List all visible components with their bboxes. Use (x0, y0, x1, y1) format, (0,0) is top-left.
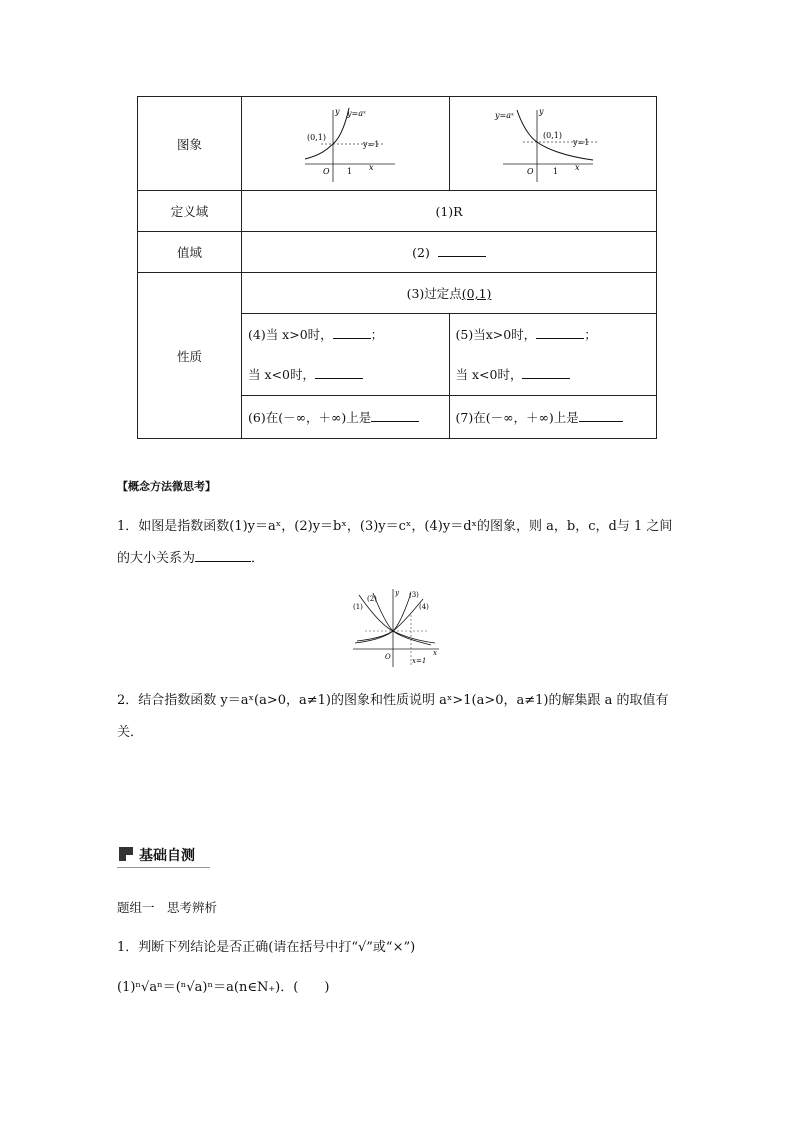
point-label: (0,1) (542, 130, 562, 140)
concept-q1-line2-wrap (117, 543, 682, 575)
group-q1: 1．判断下列结论是否正确(请在括号中打“√”或“×”) (117, 940, 416, 955)
prop7-text: (7)在(－∞，＋∞)上是 (455, 410, 579, 425)
origin-label: O (385, 653, 391, 661)
section-header (117, 845, 210, 868)
prop4-semicolon: ； (370, 326, 384, 342)
prop4-cell (242, 314, 450, 396)
concept-q1-line2: 的大小关系为 (117, 551, 196, 566)
prop6-blank (371, 409, 419, 422)
concept-q2-line1: 2．结合指数函数 y＝aˣ(a>0，a≠1)的图象和性质说明 aˣ>1(a>0，a≠1)的解集跟 a 的取值有 (117, 693, 669, 708)
graph-cell-a-less-1 (449, 97, 657, 191)
graph-a-less-1 (493, 104, 613, 184)
prop5-semicolon: ； (584, 326, 597, 342)
label-4: (4) (419, 603, 429, 611)
curve-label: y=aˣ (494, 110, 514, 120)
y-label: y (335, 106, 340, 116)
x-label: x (574, 162, 580, 172)
row-label-range: 值域 (138, 232, 242, 273)
prop4a-blank (333, 326, 371, 339)
exponential-comparison-figure (345, 585, 445, 669)
concept-q1-line1: 1．如图是指数函数(1)y＝aˣ，(2)y＝bˣ，(3)y＝cˣ，(4)y＝dˣ的图象，则 a，b，c，d与 1 之间 (117, 519, 673, 534)
range-blank (438, 244, 486, 257)
concept-q2 (117, 685, 682, 749)
concept-q1-end: ． (251, 551, 265, 566)
graph-a-greater-1 (285, 104, 405, 184)
prop6-text: (6)在(－∞，＋∞)上是 (248, 410, 372, 425)
line-label: y=1 (363, 139, 380, 149)
point-label: (0,1) (307, 132, 327, 142)
prop4b-text: 当 x<0时， (248, 366, 315, 382)
prop5b-blank (522, 366, 570, 379)
prop6-cell (242, 396, 450, 439)
concept-q2-line2: 关． (117, 725, 144, 740)
label-2: (2) (367, 595, 377, 603)
x1-label: x=1 (412, 657, 427, 665)
exponential-properties-table (137, 96, 657, 439)
prop7-blank (579, 409, 623, 422)
prop3-text: (3)过定点 (406, 286, 462, 301)
domain-value: (1)R (242, 191, 657, 232)
prop5a-text: (5)当x>0时， (455, 326, 537, 342)
prop4b-blank (315, 366, 363, 379)
prop4a-text: (4)当 x>0时， (248, 326, 333, 342)
y-label: y (538, 106, 544, 116)
concept-q1 (117, 511, 682, 575)
concept-heading: 【概念方法微思考】 (117, 480, 216, 493)
y-label: y (395, 589, 399, 597)
prop3-point: (0,1) (461, 286, 492, 301)
prop7-cell (449, 396, 657, 439)
origin-label: O (323, 166, 330, 176)
section-title: 基础自测 (139, 848, 195, 864)
label-3: (3) (409, 591, 419, 599)
graph-cell-a-greater-1 (242, 97, 450, 191)
range-cell (242, 232, 657, 273)
group-title: 题组一 思考辨析 (117, 900, 218, 915)
line-label: y=1 (572, 137, 590, 147)
section-square-icon (119, 847, 133, 861)
tick-one: 1 (552, 166, 558, 176)
x-label: x (433, 649, 437, 657)
row-label-props: 性质 (138, 273, 242, 439)
curve-label: y=aˣ (347, 108, 367, 118)
tick-one: 1 (347, 166, 353, 176)
group-questions (117, 932, 682, 1004)
concept-q1-blank (195, 549, 251, 562)
origin-label: O (526, 166, 534, 176)
row-label-graph: 图象 (138, 97, 242, 191)
group-q1-1: (1)ⁿ√aⁿ＝(ⁿ√a)ⁿ＝a(n∈N₊)．( ) (117, 980, 330, 995)
x-label: x (369, 162, 374, 172)
label-1: (1) (353, 603, 363, 611)
prop5-cell (449, 314, 657, 396)
prop5b-text: 当 x<0时， (455, 366, 523, 382)
prop5a-blank (536, 326, 584, 339)
range-value: (2) (412, 245, 430, 260)
prop3-cell (242, 273, 657, 314)
row-label-domain: 定义域 (138, 191, 242, 232)
